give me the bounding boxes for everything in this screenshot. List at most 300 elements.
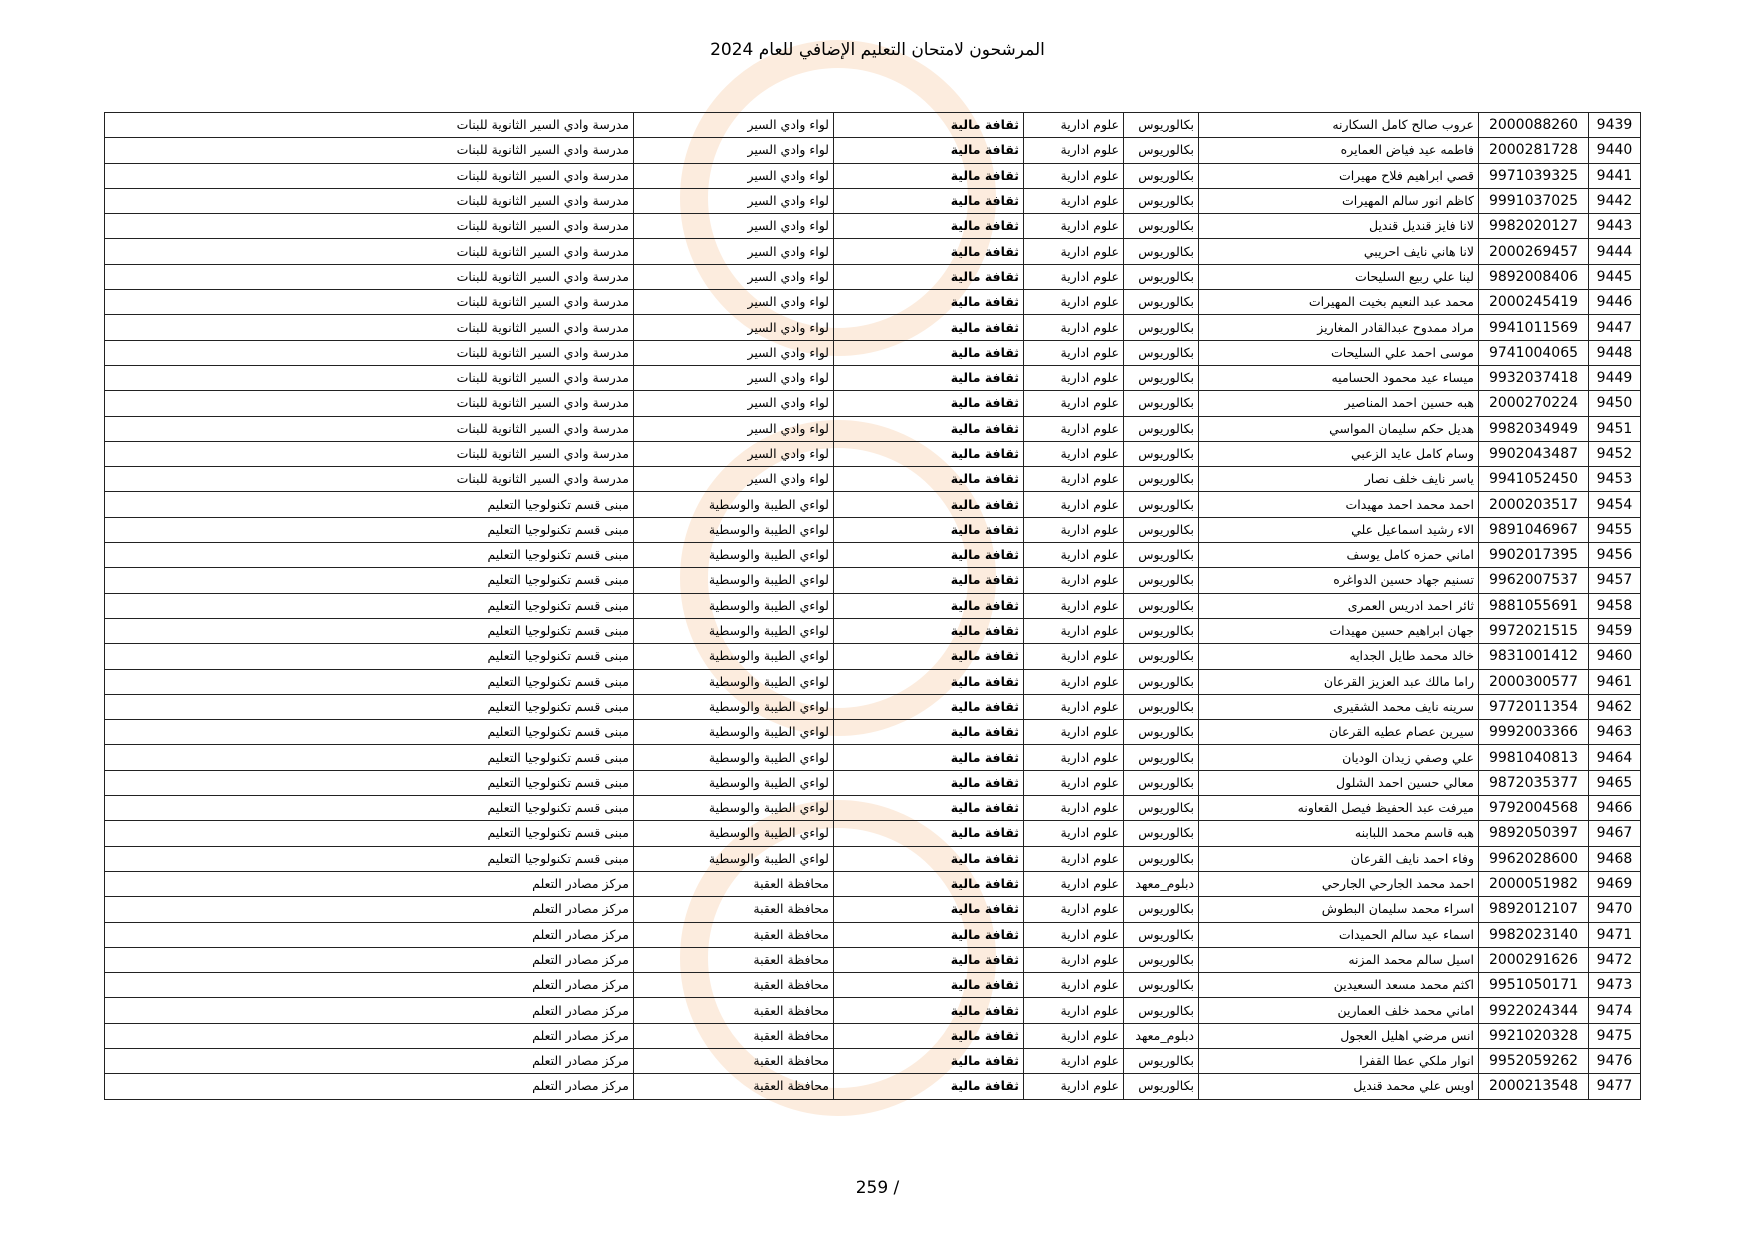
district-cell: لواءي الطيبة والوسطية [634,543,834,568]
candidate-name-cell: سرينه نايف محمد الشقيرى [1199,694,1479,719]
exam-center-cell: مبنى قسم تكنولوجيا التعليم [105,694,634,719]
exam-center-cell: مبنى قسم تكنولوجيا التعليم [105,543,634,568]
candidate-name-cell: انس مرضي اهليل العجول [1199,1023,1479,1048]
major-cell: علوم ادارية [1024,441,1124,466]
national-id-cell: 2000213548 [1479,1074,1589,1099]
sequence-number-cell: 9450 [1589,391,1641,416]
subject-cell: ثقافة مالية [834,416,1024,441]
subject-cell: ثقافة مالية [834,669,1024,694]
district-cell: لواء وادي السير [634,214,834,239]
district-cell: لواءي الطيبة والوسطية [634,644,834,669]
subject-cell: ثقافة مالية [834,568,1024,593]
subject-cell: ثقافة مالية [834,846,1024,871]
candidate-name-cell: انوار ملكي عطا القفرا [1199,1048,1479,1073]
table-row [105,821,1641,846]
national-id-cell: 9941052450 [1479,467,1589,492]
national-id-cell: 9922024344 [1479,998,1589,1023]
table-row [105,568,1641,593]
sequence-number-cell: 9453 [1589,467,1641,492]
national-id-cell: 9982034949 [1479,416,1589,441]
national-id-cell: 9971039325 [1479,163,1589,188]
degree-cell: بكالوريوس [1124,163,1199,188]
table-row [105,517,1641,542]
degree-cell: بكالوريوس [1124,770,1199,795]
major-cell: علوم ادارية [1024,922,1124,947]
national-id-cell: 9992003366 [1479,720,1589,745]
exam-center-cell: مبنى قسم تكنولوجيا التعليم [105,821,634,846]
candidate-name-cell: اكثم محمد مسعد السعيدين [1199,973,1479,998]
candidate-name-cell: خالد محمد طايل الجدايه [1199,644,1479,669]
table-row [105,846,1641,871]
district-cell: محافظة العقبة [634,947,834,972]
degree-cell: بكالوريوس [1124,618,1199,643]
candidate-name-cell: اماني محمد خلف العمارين [1199,998,1479,1023]
table-row [105,113,1641,138]
district-cell: لواءي الطيبة والوسطية [634,618,834,643]
district-cell: محافظة العقبة [634,973,834,998]
major-cell: علوم ادارية [1024,264,1124,289]
table-row [105,871,1641,896]
subject-cell: ثقافة مالية [834,720,1024,745]
major-cell: علوم ادارية [1024,846,1124,871]
major-cell: علوم ادارية [1024,290,1124,315]
district-cell: لواء وادي السير [634,188,834,213]
subject-cell: ثقافة مالية [834,947,1024,972]
degree-cell: بكالوريوس [1124,998,1199,1023]
exam-center-cell: مدرسة وادي السير الثانوية للبنات [105,467,634,492]
sequence-number-cell: 9459 [1589,618,1641,643]
degree-cell: بكالوريوس [1124,517,1199,542]
candidate-name-cell: سيرين عصام عطيه القرعان [1199,720,1479,745]
national-id-cell: 9892008406 [1479,264,1589,289]
district-cell: محافظة العقبة [634,922,834,947]
subject-cell: ثقافة مالية [834,315,1024,340]
exam-center-cell: مدرسة وادي السير الثانوية للبنات [105,315,634,340]
candidate-name-cell: قصي ابراهيم فلاح مهيرات [1199,163,1479,188]
candidate-name-cell: اويس علي محمد قنديل [1199,1074,1479,1099]
table-row [105,239,1641,264]
major-cell: علوم ادارية [1024,770,1124,795]
sequence-number-cell: 9457 [1589,568,1641,593]
exam-center-cell: مدرسة وادي السير الثانوية للبنات [105,264,634,289]
table-row [105,745,1641,770]
table-row [105,467,1641,492]
candidate-name-cell: وفاء احمد نايف القرعان [1199,846,1479,871]
degree-cell: بكالوريوس [1124,669,1199,694]
subject-cell: ثقافة مالية [834,492,1024,517]
degree-cell: بكالوريوس [1124,264,1199,289]
district-cell: محافظة العقبة [634,897,834,922]
district-cell: لواءي الطيبة والوسطية [634,846,834,871]
degree-cell: بكالوريوس [1124,745,1199,770]
major-cell: علوم ادارية [1024,644,1124,669]
sequence-number-cell: 9471 [1589,922,1641,947]
subject-cell: ثقافة مالية [834,1048,1024,1073]
national-id-cell: 9792004568 [1479,796,1589,821]
sequence-number-cell: 9454 [1589,492,1641,517]
national-id-cell: 9982023140 [1479,922,1589,947]
degree-cell: بكالوريوس [1124,441,1199,466]
table-row [105,1074,1641,1099]
candidate-name-cell: فاطمه عيد فياض العمايره [1199,138,1479,163]
district-cell: لواءي الطيبة والوسطية [634,821,834,846]
major-cell: علوم ادارية [1024,365,1124,390]
degree-cell: بكالوريوس [1124,290,1199,315]
exam-center-cell: مركز مصادر التعلم [105,1023,634,1048]
exam-center-cell: مركز مصادر التعلم [105,1074,634,1099]
sequence-number-cell: 9445 [1589,264,1641,289]
exam-center-cell: مبنى قسم تكنولوجيا التعليم [105,492,634,517]
subject-cell: ثقافة مالية [834,871,1024,896]
major-cell: علوم ادارية [1024,416,1124,441]
national-id-cell: 9972021515 [1479,618,1589,643]
exam-center-cell: مبنى قسم تكنولوجيا التعليم [105,796,634,821]
national-id-cell: 9962007537 [1479,568,1589,593]
subject-cell: ثقافة مالية [834,239,1024,264]
table-row [105,998,1641,1023]
sequence-number-cell: 9477 [1589,1074,1641,1099]
major-cell: علوم ادارية [1024,517,1124,542]
district-cell: لواء وادي السير [634,467,834,492]
district-cell: لواء وادي السير [634,416,834,441]
exam-center-cell: مبنى قسم تكنولوجيا التعليم [105,568,634,593]
subject-cell: ثقافة مالية [834,897,1024,922]
national-id-cell: 9772011354 [1479,694,1589,719]
sequence-number-cell: 9467 [1589,821,1641,846]
major-cell: علوم ادارية [1024,821,1124,846]
sequence-number-cell: 9470 [1589,897,1641,922]
major-cell: علوم ادارية [1024,1074,1124,1099]
national-id-cell: 9981040813 [1479,745,1589,770]
sequence-number-cell: 9472 [1589,947,1641,972]
district-cell: محافظة العقبة [634,1074,834,1099]
table-body [105,113,1641,1100]
national-id-cell: 2000245419 [1479,290,1589,315]
national-id-cell: 9962028600 [1479,846,1589,871]
sequence-number-cell: 9461 [1589,669,1641,694]
district-cell: لواء وادي السير [634,290,834,315]
degree-cell: بكالوريوس [1124,340,1199,365]
candidate-name-cell: احمد محمد احمد مهيدات [1199,492,1479,517]
sequence-number-cell: 9464 [1589,745,1641,770]
sequence-number-cell: 9462 [1589,694,1641,719]
district-cell: لواءي الطيبة والوسطية [634,593,834,618]
major-cell: علوم ادارية [1024,214,1124,239]
exam-center-cell: مركز مصادر التعلم [105,947,634,972]
candidate-name-cell: الاء رشيد اسماعيل علي [1199,517,1479,542]
district-cell: محافظة العقبة [634,998,834,1023]
national-id-cell: 9831001412 [1479,644,1589,669]
major-cell: علوم ادارية [1024,113,1124,138]
table-row [105,1023,1641,1048]
national-id-cell: 9902043487 [1479,441,1589,466]
district-cell: لواءي الطيبة والوسطية [634,745,834,770]
exam-center-cell: مركز مصادر التعلم [105,922,634,947]
table-row [105,669,1641,694]
major-cell: علوم ادارية [1024,745,1124,770]
sequence-number-cell: 9465 [1589,770,1641,795]
national-id-cell: 9892050397 [1479,821,1589,846]
district-cell: لواء وادي السير [634,391,834,416]
subject-cell: ثقافة مالية [834,644,1024,669]
sequence-number-cell: 9469 [1589,871,1641,896]
sequence-number-cell: 9443 [1589,214,1641,239]
exam-center-cell: مبنى قسم تكنولوجيا التعليم [105,846,634,871]
candidate-name-cell: اسماء عيد سالم الحميدات [1199,922,1479,947]
district-cell: لواء وادي السير [634,163,834,188]
major-cell: علوم ادارية [1024,239,1124,264]
sequence-number-cell: 9458 [1589,593,1641,618]
exam-center-cell: مدرسة وادي السير الثانوية للبنات [105,365,634,390]
subject-cell: ثقافة مالية [834,543,1024,568]
district-cell: محافظة العقبة [634,1023,834,1048]
table-row [105,770,1641,795]
candidates-table-container [104,112,1640,1100]
sequence-number-cell: 9460 [1589,644,1641,669]
district-cell: لواء وادي السير [634,315,834,340]
major-cell: علوم ادارية [1024,340,1124,365]
degree-cell: بكالوريوس [1124,365,1199,390]
sequence-number-cell: 9447 [1589,315,1641,340]
exam-center-cell: مدرسة وادي السير الثانوية للبنات [105,113,634,138]
national-id-cell: 2000291626 [1479,947,1589,972]
exam-center-cell: مبنى قسم تكنولوجيا التعليم [105,517,634,542]
table-row [105,264,1641,289]
table-row [105,163,1641,188]
table-row [105,441,1641,466]
degree-cell: دبلوم_معهد [1124,871,1199,896]
degree-cell: بكالوريوس [1124,113,1199,138]
national-id-cell: 9951050171 [1479,973,1589,998]
district-cell: لواءي الطيبة والوسطية [634,517,834,542]
degree-cell: بكالوريوس [1124,720,1199,745]
subject-cell: ثقافة مالية [834,821,1024,846]
subject-cell: ثقافة مالية [834,264,1024,289]
sequence-number-cell: 9468 [1589,846,1641,871]
national-id-cell: 9892012107 [1479,897,1589,922]
exam-center-cell: مدرسة وادي السير الثانوية للبنات [105,138,634,163]
major-cell: علوم ادارية [1024,492,1124,517]
table-row [105,644,1641,669]
candidate-name-cell: كاظم انور سالم المهيرات [1199,188,1479,213]
subject-cell: ثقافة مالية [834,138,1024,163]
major-cell: علوم ادارية [1024,568,1124,593]
candidate-name-cell: اسيل سالم محمد المزنه [1199,947,1479,972]
sequence-number-cell: 9476 [1589,1048,1641,1073]
candidate-name-cell: مراد ممدوح عبدالقادر المغاريز [1199,315,1479,340]
national-id-cell: 2000088260 [1479,113,1589,138]
sequence-number-cell: 9441 [1589,163,1641,188]
table-row [105,492,1641,517]
district-cell: لواءي الطيبة والوسطية [634,770,834,795]
major-cell: علوم ادارية [1024,618,1124,643]
degree-cell: بكالوريوس [1124,492,1199,517]
major-cell: علوم ادارية [1024,897,1124,922]
table-row [105,973,1641,998]
subject-cell: ثقافة مالية [834,1074,1024,1099]
national-id-cell: 2000051982 [1479,871,1589,896]
exam-center-cell: مدرسة وادي السير الثانوية للبنات [105,340,634,365]
candidate-name-cell: معالي حسين احمد الشلول [1199,770,1479,795]
national-id-cell: 9932037418 [1479,365,1589,390]
subject-cell: ثقافة مالية [834,188,1024,213]
candidate-name-cell: وسام كامل عايد الزعبي [1199,441,1479,466]
degree-cell: دبلوم_معهد [1124,1023,1199,1048]
district-cell: لواء وادي السير [634,113,834,138]
candidate-name-cell: جهان ابراهيم حسين مهيدات [1199,618,1479,643]
degree-cell: بكالوريوس [1124,138,1199,163]
sequence-number-cell: 9463 [1589,720,1641,745]
exam-center-cell: مدرسة وادي السير الثانوية للبنات [105,239,634,264]
table-row [105,922,1641,947]
major-cell: علوم ادارية [1024,593,1124,618]
major-cell: علوم ادارية [1024,998,1124,1023]
national-id-cell: 2000269457 [1479,239,1589,264]
degree-cell: بكالوريوس [1124,694,1199,719]
district-cell: لواء وادي السير [634,264,834,289]
sequence-number-cell: 9456 [1589,543,1641,568]
district-cell: لواءي الطيبة والوسطية [634,568,834,593]
sequence-number-cell: 9439 [1589,113,1641,138]
subject-cell: ثقافة مالية [834,618,1024,643]
major-cell: علوم ادارية [1024,973,1124,998]
sequence-number-cell: 9446 [1589,290,1641,315]
exam-center-cell: مدرسة وادي السير الثانوية للبنات [105,441,634,466]
table-row [105,365,1641,390]
national-id-cell: 9741004065 [1479,340,1589,365]
district-cell: لواء وادي السير [634,340,834,365]
sequence-number-cell: 9451 [1589,416,1641,441]
national-id-cell: 2000203517 [1479,492,1589,517]
exam-center-cell: مبنى قسم تكنولوجيا التعليم [105,745,634,770]
table-row [105,720,1641,745]
table-row [105,543,1641,568]
degree-cell: بكالوريوس [1124,796,1199,821]
exam-center-cell: مبنى قسم تكنولوجيا التعليم [105,593,634,618]
major-cell: علوم ادارية [1024,947,1124,972]
subject-cell: ثقافة مالية [834,745,1024,770]
table-row [105,391,1641,416]
sequence-number-cell: 9474 [1589,998,1641,1023]
table-row [105,897,1641,922]
degree-cell: بكالوريوس [1124,467,1199,492]
major-cell: علوم ادارية [1024,188,1124,213]
candidate-name-cell: راما مالك عبد العزيز القرعان [1199,669,1479,694]
sequence-number-cell: 9452 [1589,441,1641,466]
candidate-name-cell: محمد عبد النعيم بخيت المهيرات [1199,290,1479,315]
subject-cell: ثقافة مالية [834,441,1024,466]
candidate-name-cell: ياسر نايف خلف نصار [1199,467,1479,492]
degree-cell: بكالوريوس [1124,1048,1199,1073]
degree-cell: بكالوريوس [1124,188,1199,213]
candidate-name-cell: تسنيم جهاد حسين الدواغره [1199,568,1479,593]
exam-center-cell: مدرسة وادي السير الثانوية للبنات [105,163,634,188]
table-row [105,315,1641,340]
district-cell: محافظة العقبة [634,871,834,896]
subject-cell: ثقافة مالية [834,796,1024,821]
subject-cell: ثقافة مالية [834,998,1024,1023]
exam-center-cell: مدرسة وادي السير الثانوية للبنات [105,391,634,416]
degree-cell: بكالوريوس [1124,973,1199,998]
candidate-name-cell: لانا فايز قنديل قنديل [1199,214,1479,239]
district-cell: لواء وادي السير [634,365,834,390]
exam-center-cell: مركز مصادر التعلم [105,897,634,922]
national-id-cell: 9982020127 [1479,214,1589,239]
table-row [105,1048,1641,1073]
degree-cell: بكالوريوس [1124,922,1199,947]
table-row [105,618,1641,643]
major-cell: علوم ادارية [1024,543,1124,568]
candidate-name-cell: عروب صالح كامل السكارنه [1199,113,1479,138]
national-id-cell: 2000300577 [1479,669,1589,694]
exam-center-cell: مركز مصادر التعلم [105,973,634,998]
exam-center-cell: مبنى قسم تكنولوجيا التعليم [105,770,634,795]
table-row [105,340,1641,365]
exam-center-cell: مبنى قسم تكنولوجيا التعليم [105,720,634,745]
candidate-name-cell: هديل حكم سليمان المواسي [1199,416,1479,441]
major-cell: علوم ادارية [1024,796,1124,821]
degree-cell: بكالوريوس [1124,239,1199,264]
degree-cell: بكالوريوس [1124,214,1199,239]
exam-center-cell: مدرسة وادي السير الثانوية للبنات [105,290,634,315]
candidate-name-cell: ميساء عيد محمود الحساميه [1199,365,1479,390]
subject-cell: ثقافة مالية [834,922,1024,947]
district-cell: لواءي الطيبة والوسطية [634,669,834,694]
table-row [105,214,1641,239]
sequence-number-cell: 9466 [1589,796,1641,821]
major-cell: علوم ادارية [1024,871,1124,896]
degree-cell: بكالوريوس [1124,543,1199,568]
table-row [105,416,1641,441]
table-row [105,796,1641,821]
degree-cell: بكالوريوس [1124,416,1199,441]
national-id-cell: 9952059262 [1479,1048,1589,1073]
degree-cell: بكالوريوس [1124,315,1199,340]
candidate-name-cell: ثائر احمد ادريس العمرى [1199,593,1479,618]
district-cell: لواءي الطيبة والوسطية [634,796,834,821]
degree-cell: بكالوريوس [1124,947,1199,972]
exam-center-cell: مبنى قسم تكنولوجيا التعليم [105,618,634,643]
subject-cell: ثقافة مالية [834,391,1024,416]
degree-cell: بكالوريوس [1124,593,1199,618]
candidate-name-cell: اسراء محمد سليمان البطوش [1199,897,1479,922]
district-cell: محافظة العقبة [634,1048,834,1073]
subject-cell: ثقافة مالية [834,214,1024,239]
district-cell: لواءي الطيبة والوسطية [634,492,834,517]
district-cell: لواءي الطيبة والوسطية [634,694,834,719]
exam-center-cell: مبنى قسم تكنولوجيا التعليم [105,669,634,694]
major-cell: علوم ادارية [1024,669,1124,694]
subject-cell: ثقافة مالية [834,770,1024,795]
degree-cell: بكالوريوس [1124,568,1199,593]
sequence-number-cell: 9442 [1589,188,1641,213]
major-cell: علوم ادارية [1024,467,1124,492]
national-id-cell: 2000281728 [1479,138,1589,163]
major-cell: علوم ادارية [1024,1048,1124,1073]
national-id-cell: 9921020328 [1479,1023,1589,1048]
sequence-number-cell: 9449 [1589,365,1641,390]
subject-cell: ثقافة مالية [834,467,1024,492]
exam-center-cell: مبنى قسم تكنولوجيا التعليم [105,644,634,669]
sequence-number-cell: 9475 [1589,1023,1641,1048]
table-row [105,188,1641,213]
exam-center-cell: مركز مصادر التعلم [105,1048,634,1073]
table-row [105,694,1641,719]
national-id-cell: 9941011569 [1479,315,1589,340]
subject-cell: ثقافة مالية [834,694,1024,719]
subject-cell: ثقافة مالية [834,1023,1024,1048]
candidate-name-cell: موسى احمد علي السليحات [1199,340,1479,365]
